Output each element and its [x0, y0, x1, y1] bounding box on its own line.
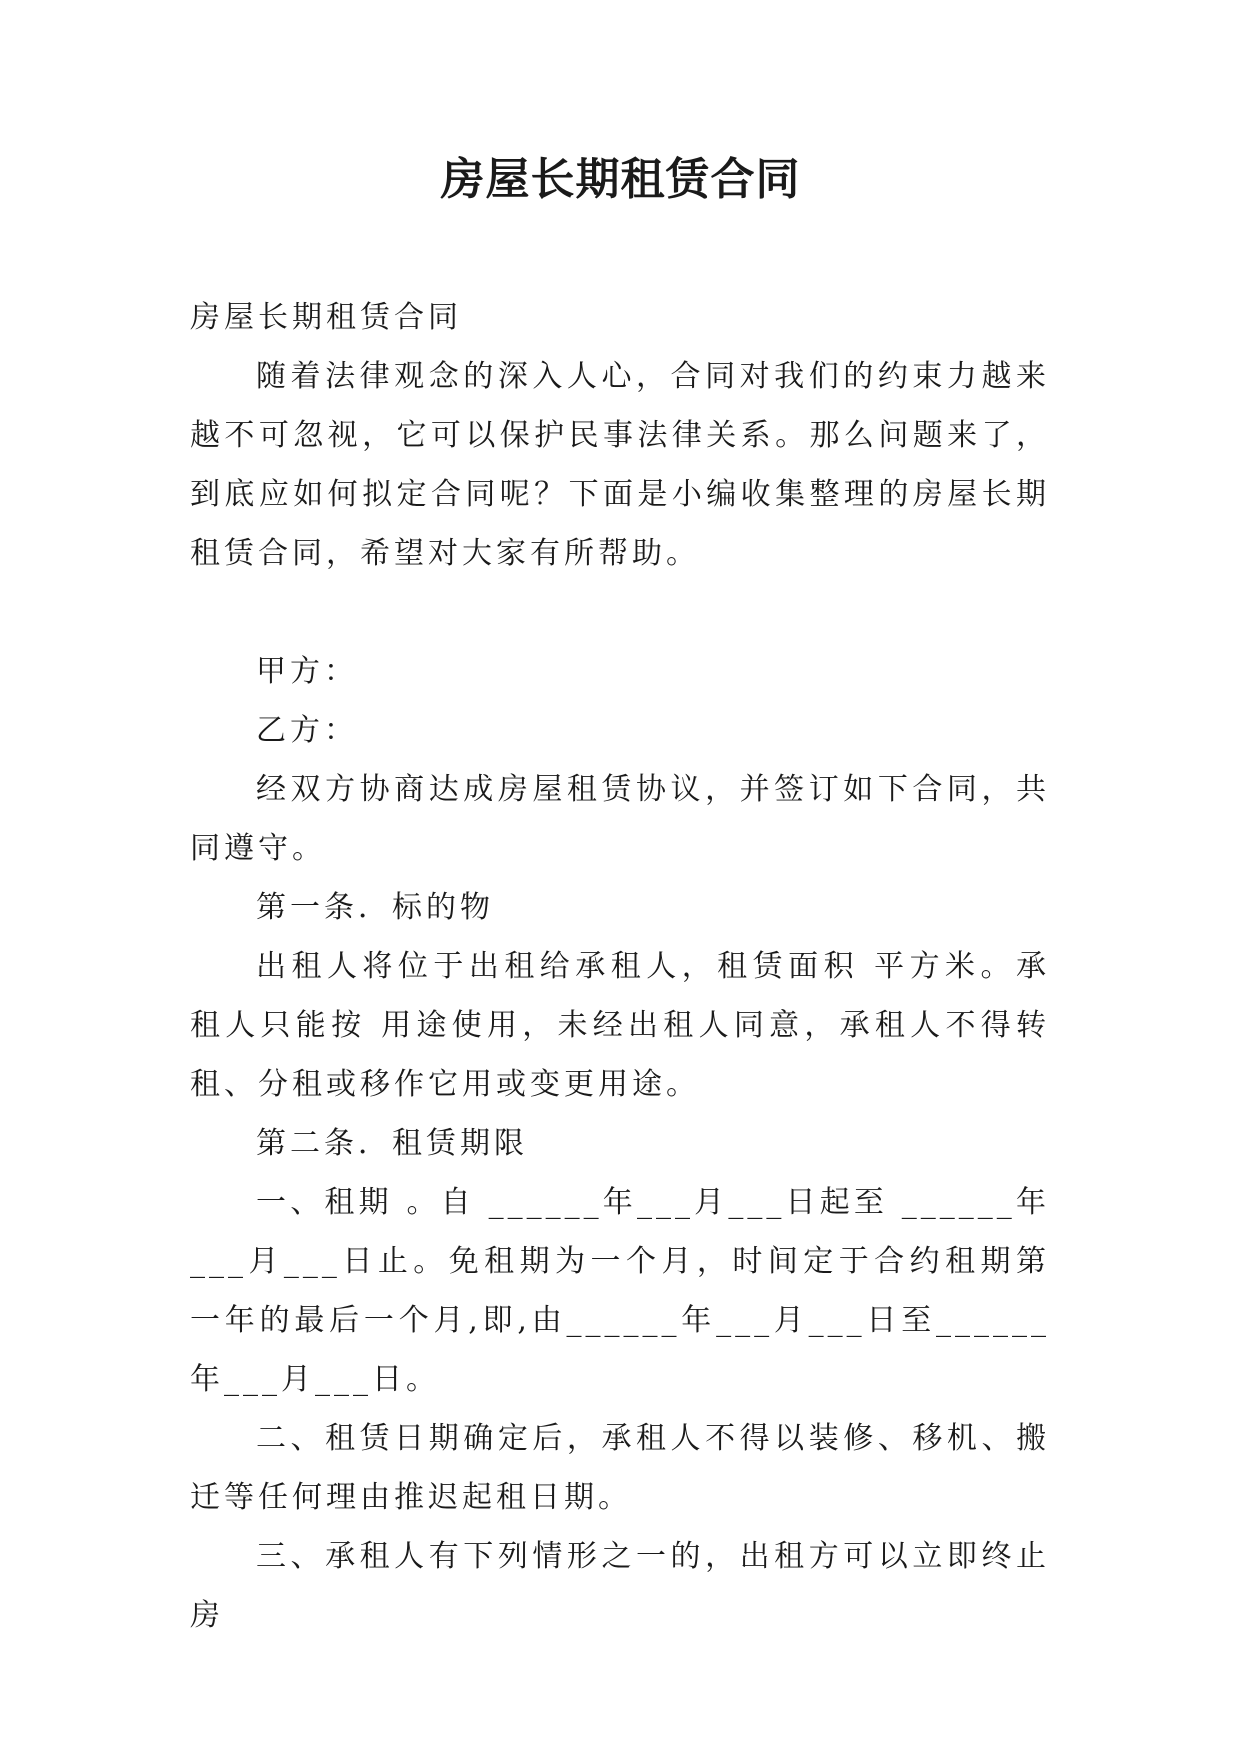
body-heading: 房屋长期租赁合同: [190, 300, 462, 335]
paragraph-spacer: [190, 583, 1050, 642]
article-1-heading: 第一条．标的物: [256, 890, 494, 925]
article-2-clause-3: 三、承租人有下列情形之一的，出租方可以立即终止房: [190, 1539, 1050, 1633]
article-2-clause-2: 二、租赁日期确定后，承租人不得以装修、移机、搬迁等任何理由推迟起租日期。: [190, 1421, 1050, 1515]
party-a-line: 甲方：: [256, 654, 358, 689]
party-b-line: 乙方：: [256, 713, 358, 748]
article-2-clause-1: 一、租期 。自 ______年___月___日起至 ______年___月___日止。免租期为一个月，时间定于合约租期第一年的最后一个月,即,由______年___月___日至______年___月___日。: [190, 1185, 1050, 1397]
intro-paragraph: 随着法律观念的深入人心，合同对我们的约束力越来越不可忽视，它可以保护民事法律关系。那么问题来了，到底应如何拟定合同呢？下面是小编收集整理的房屋长期租赁合同，希望对大家有所帮助。: [190, 359, 1050, 571]
article-1-paragraph: 出租人将位于出租给承租人，租赁面积 平方米。承租人只能按 用途使用，未经出租人同意，承租人不得转租、分租或移作它用或变更用途。: [190, 949, 1050, 1102]
document-body: [190, 288, 1050, 1645]
agreement-paragraph: 经双方协商达成房屋租赁协议，并签订如下合同，共同遵守。: [190, 772, 1050, 866]
document-title: 房屋长期租赁合同: [440, 154, 801, 205]
article-2-heading: 第二条．租赁期限: [256, 1126, 528, 1161]
